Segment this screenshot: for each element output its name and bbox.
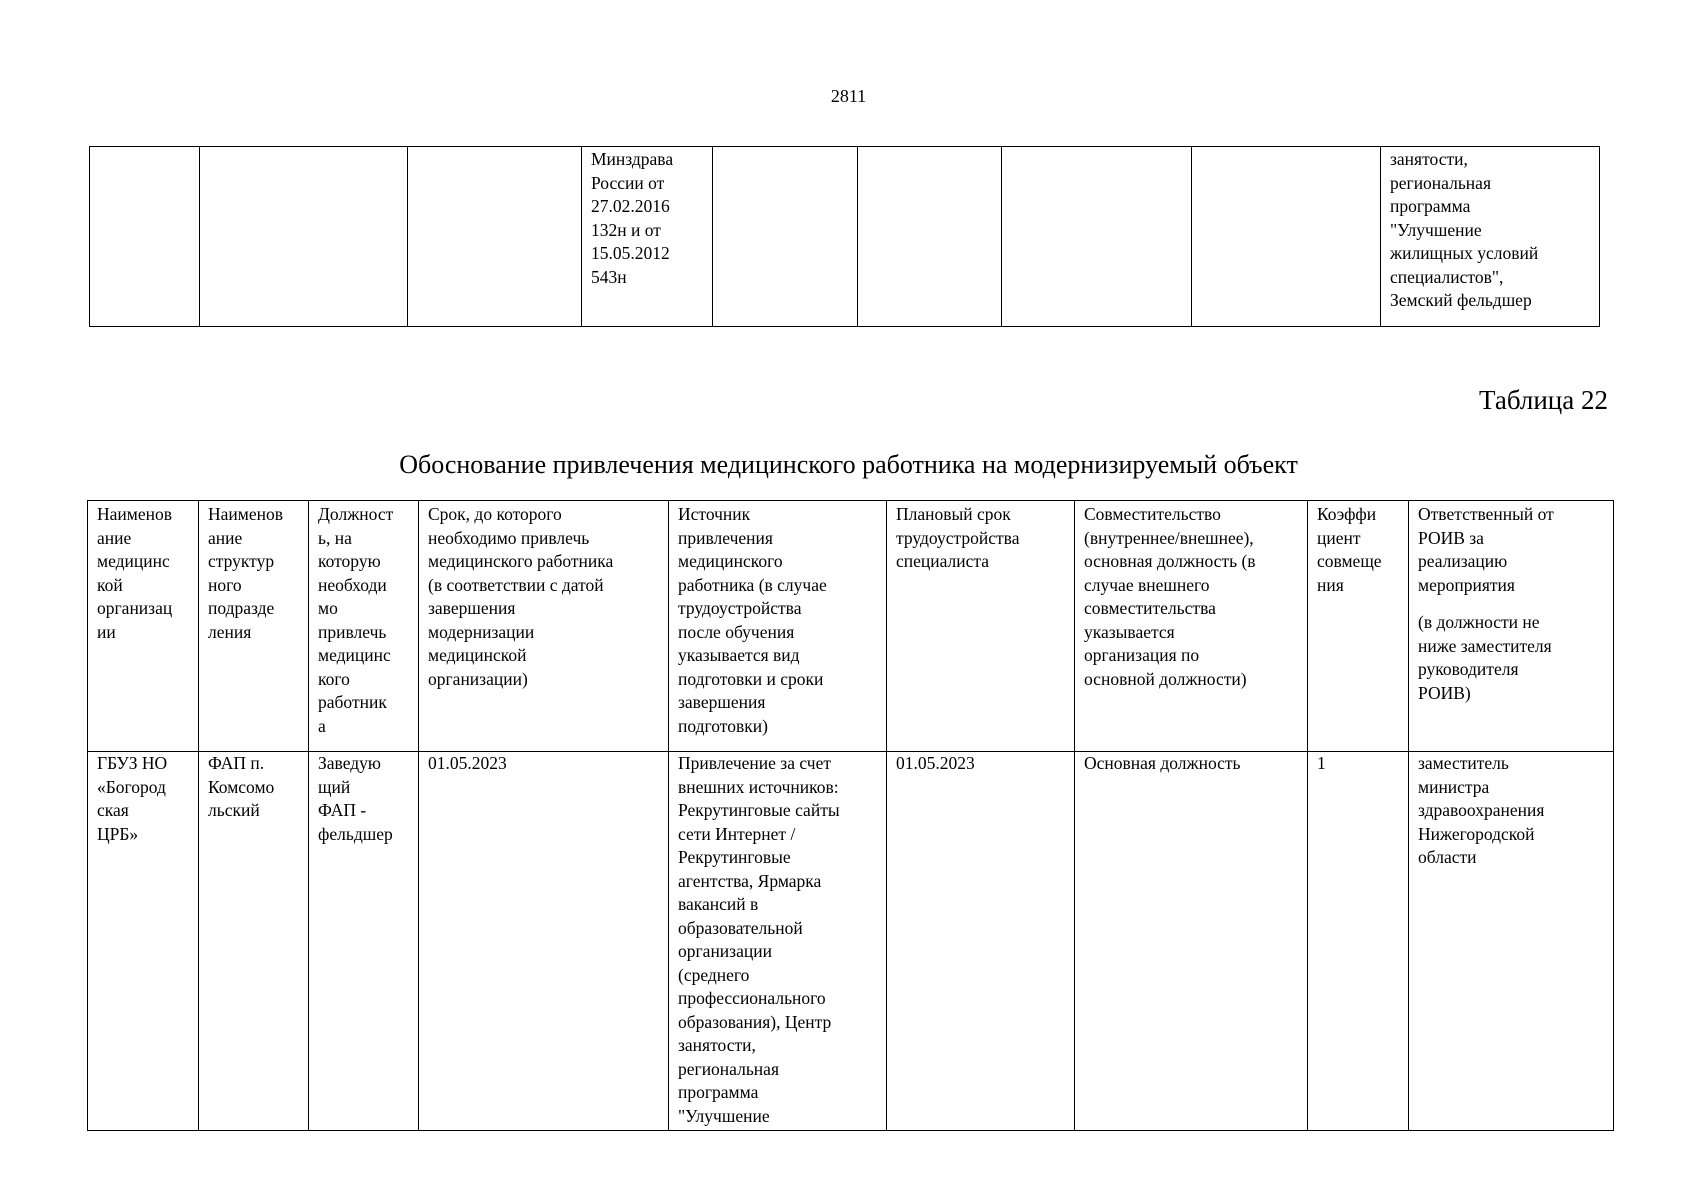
header-cell-source: Источник привлечения медицинского работника (в случае трудоустройства после обучения указывается вид подготовки и сроки завершения подготовки): [669, 501, 887, 752]
cell: [200, 147, 408, 327]
cell-subdivision: ФАП п. Комсомо льский: [199, 752, 309, 1131]
cell: [713, 147, 858, 327]
cell-coefficient: 1: [1308, 752, 1409, 1131]
cell-responsible: заместитель министра здравоохранения Нижегородской области: [1409, 752, 1614, 1131]
main-table: [87, 500, 1614, 1131]
header-cell-subdivision: Наименов ание структур ного подразде ления: [199, 501, 309, 752]
continued-table-row: [90, 147, 1600, 327]
table-label: Таблица 22: [1479, 385, 1608, 415]
header-responsible-text: Ответственный от РОИВ за реализацию мероприятия: [1418, 504, 1554, 595]
table-row: [88, 752, 1614, 1131]
page-number: 2811: [830, 86, 867, 106]
cell-source: Привлечение за счет внешних источников: Рекрутинговые сайты сети Интернет / Рекрутинговые агентства, Ярмарка вакансий в образовательной организации (среднего профессионального образования), Центр занятости, региональная программа "Улучшение: [669, 752, 887, 1131]
table-title: Обоснование привлечения медицинского работника на модернизируемый объект: [399, 450, 1298, 479]
header-cell-combination: Совместительство (внутреннее/внешнее), основная должность (в случае внешнего совместительства указывается организация по основной должности): [1075, 501, 1308, 752]
continued-table: [89, 146, 1600, 327]
header-responsible-note: (в должности не ниже заместителя руководителя РОИВ): [1418, 612, 1552, 703]
header-cell-organization: Наименов ание медицинс кой организац ии: [88, 501, 199, 752]
cell: [408, 147, 582, 327]
cell: занятости, региональная программа "Улучшение жилищных условий специалистов", Земский фельдшер: [1381, 147, 1600, 327]
cell: [858, 147, 1002, 327]
header-cell-position: Должност ь, на которую необходи мо привлечь медицинс кого работник а: [309, 501, 419, 752]
cell-combination: Основная должность: [1075, 752, 1308, 1131]
cell-deadline: 01.05.2023: [419, 752, 669, 1131]
cell: [1192, 147, 1381, 327]
cell: [1002, 147, 1192, 327]
header-cell-coefficient: Коэффи циент совмеще ния: [1308, 501, 1409, 752]
cell: [90, 147, 200, 327]
cell-planned-date: 01.05.2023: [887, 752, 1075, 1131]
header-cell-responsible: [1409, 501, 1614, 752]
cell: Минздрава России от 27.02.2016 132н и от 15.05.2012 543н: [582, 147, 713, 327]
cell-organization: ГБУЗ НО «Богород ская ЦРБ»: [88, 752, 199, 1131]
cell-position: Заведую щий ФАП - фельдшер: [309, 752, 419, 1131]
table-header-row: [88, 501, 1614, 752]
header-cell-deadline: Срок, до которого необходимо привлечь медицинского работника (в соответствии с датой завершения модернизации медицинской организации): [419, 501, 669, 752]
header-cell-planned-date: Плановый срок трудоустройства специалиста: [887, 501, 1075, 752]
